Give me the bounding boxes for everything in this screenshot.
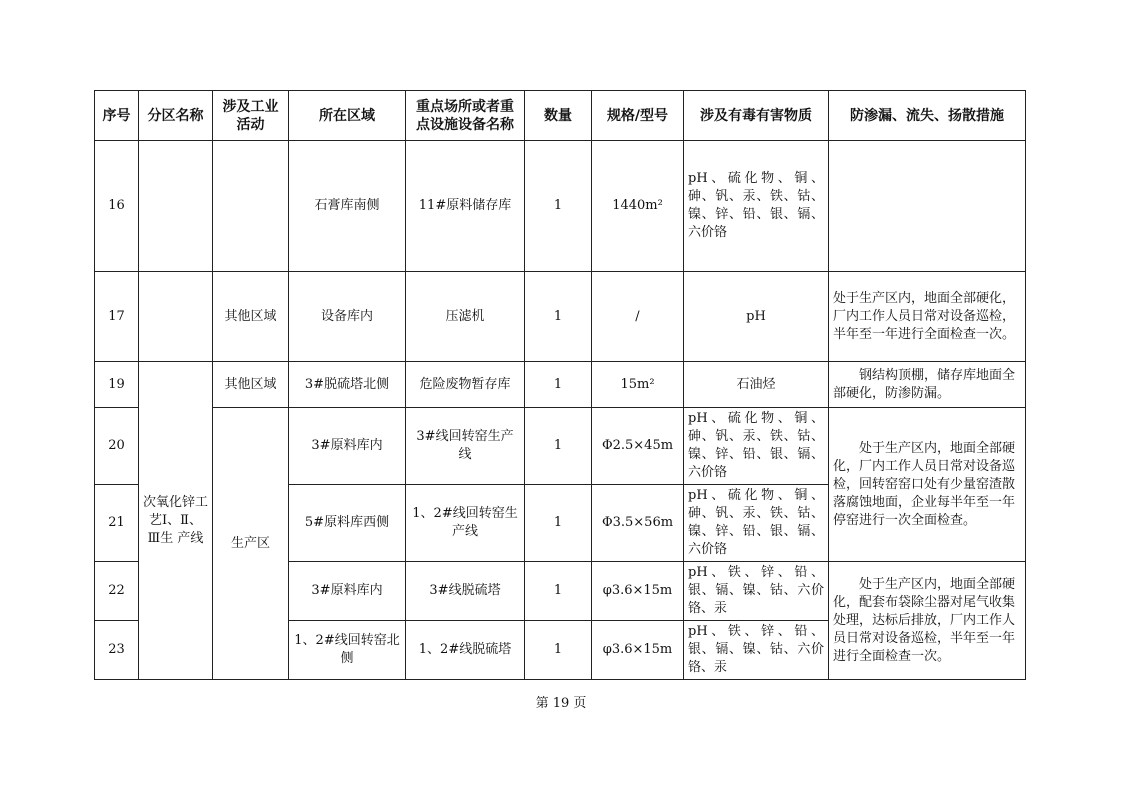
cell-activity: 其他区域	[213, 272, 289, 362]
header-cell: 规格/型号	[592, 91, 684, 141]
cell-zone	[139, 141, 213, 272]
cell-substance: pH、铁、锌、铅、银、镉、镍、钴、六价铬、汞	[684, 562, 829, 621]
table-row	[95, 141, 1026, 272]
cell-measure: 处于生产区内，地面全部硬化，厂内工作人员日常对设备巡检，半年至一年进行全面检查一次。	[829, 272, 1026, 362]
cell-qty: 1	[525, 141, 592, 272]
cell-activity: 其他区域	[213, 362, 289, 408]
cell-measure: 处于生产区内，地面全部硬化，配套布袋除尘器对尾气收集处理，达标后排放，厂内工作人员日常对设备巡检，半年至一年进行全面检查一次。	[829, 562, 1026, 680]
cell-substance: pH、硫化物、铜、砷、钒、汞、铁、钴、镍、锌、铅、银、镉、六价铬	[684, 141, 829, 272]
cell-activity: 生产区	[213, 408, 289, 680]
cell-spec: 1440m²	[592, 141, 684, 272]
cell-substance: pH、铁、锌、铅、银、镉、镍、钴、六价铬、汞	[684, 621, 829, 680]
cell-no: 17	[95, 272, 139, 362]
cell-measure: 钢结构顶棚，储存库地面全部硬化，防渗防漏。	[829, 362, 1026, 408]
cell-substance: pH	[684, 272, 829, 362]
cell-measure: 处于生产区内，地面全部硬化，厂内工作人员日常对设备巡检，回转窑窑口处有少量窑渣散落腐蚀地面，企业每半年至一年停窑进行一次全面检查。	[829, 408, 1026, 562]
cell-no: 23	[95, 621, 139, 680]
cell-no: 19	[95, 362, 139, 408]
cell-no: 20	[95, 408, 139, 485]
cell-area: 石膏库南侧	[289, 141, 406, 272]
cell-facility: 危险废物暂存库	[406, 362, 525, 408]
cell-substance: pH、硫化物、铜、砷、钒、汞、铁、钴、镍、锌、铅、银、镉、六价铬	[684, 408, 829, 485]
cell-area: 3#原料库内	[289, 562, 406, 621]
cell-facility: 1、2#线回转窑生产线	[406, 485, 525, 562]
cell-substance: pH、硫化物、铜、砷、钒、汞、铁、钴、镍、锌、铅、银、镉、六价铬	[684, 485, 829, 562]
cell-qty: 1	[525, 362, 592, 408]
cell-spec: Φ3.5×56m	[592, 485, 684, 562]
table-row	[95, 272, 1026, 362]
header-cell: 防渗漏、流失、扬散措施	[829, 91, 1026, 141]
page-number: 第 19 页	[535, 696, 587, 711]
cell-measure	[829, 141, 1026, 272]
header-row	[95, 91, 1026, 141]
cell-facility: 1、2#线脱硫塔	[406, 621, 525, 680]
header-cell: 序号	[95, 91, 139, 141]
header-cell: 重点场所或者重点设施设备名称	[406, 91, 525, 141]
cell-facility: 3#线脱硫塔	[406, 562, 525, 621]
cell-facility: 3#线回转窑生产线	[406, 408, 525, 485]
cell-spec: Φ2.5×45m	[592, 408, 684, 485]
cell-spec: φ3.6×15m	[592, 562, 684, 621]
header-cell: 涉及工业活动	[213, 91, 289, 141]
cell-area: 5#原料库西侧	[289, 485, 406, 562]
cell-area: 3#原料库内	[289, 408, 406, 485]
header-cell: 分区名称	[139, 91, 213, 141]
header-cell: 所在区域	[289, 91, 406, 141]
table-row	[95, 408, 1026, 485]
cell-zone: 次氧化锌工艺Ⅰ、Ⅱ、Ⅲ生 产线	[139, 362, 213, 680]
cell-no: 22	[95, 562, 139, 621]
cell-zone	[139, 272, 213, 362]
cell-no: 21	[95, 485, 139, 562]
data-table	[94, 90, 1026, 680]
cell-qty: 1	[525, 272, 592, 362]
cell-spec: /	[592, 272, 684, 362]
cell-qty: 1	[525, 562, 592, 621]
cell-qty: 1	[525, 408, 592, 485]
cell-area: 设备库内	[289, 272, 406, 362]
cell-facility: 压滤机	[406, 272, 525, 362]
cell-spec: 15m²	[592, 362, 684, 408]
header-cell: 涉及有毒有害物质	[684, 91, 829, 141]
cell-spec: φ3.6×15m	[592, 621, 684, 680]
cell-area: 3#脱硫塔北侧	[289, 362, 406, 408]
cell-facility: 11#原料储存库	[406, 141, 525, 272]
table-row	[95, 362, 1026, 408]
cell-area: 1、2#线回转窑北侧	[289, 621, 406, 680]
cell-qty: 1	[525, 485, 592, 562]
cell-qty: 1	[525, 621, 592, 680]
cell-substance: 石油烃	[684, 362, 829, 408]
cell-no: 16	[95, 141, 139, 272]
header-cell: 数量	[525, 91, 592, 141]
cell-activity	[213, 141, 289, 272]
